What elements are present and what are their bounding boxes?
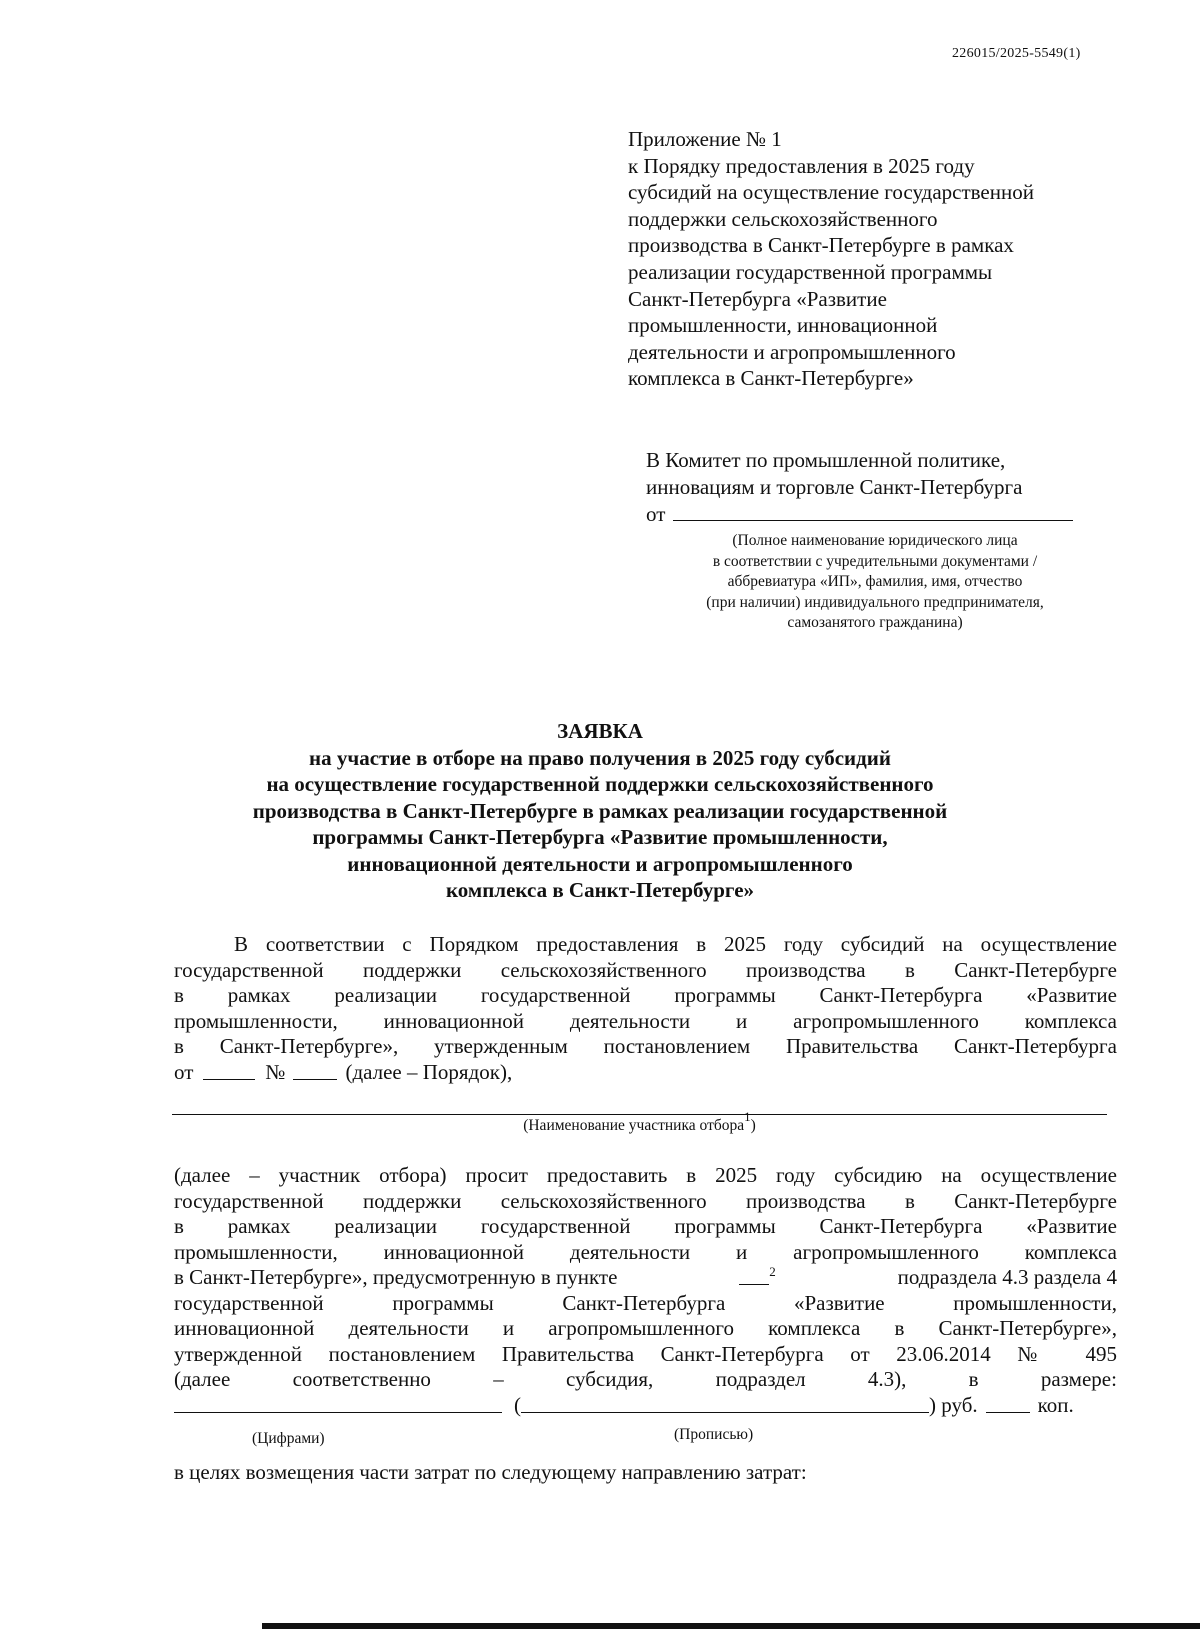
order-number-blank[interactable] bbox=[293, 1060, 337, 1080]
para2-text: инновационной деятельности и агропромышленного комплекса в Санкт-Петербурге», bbox=[174, 1316, 1117, 1340]
para2-text: государственной поддержки сельскохозяйственного производства в Санкт-Петербурге bbox=[174, 1188, 1117, 1213]
title-line: инновационной деятельности и агропромышленного bbox=[347, 851, 853, 876]
annex-header bbox=[628, 126, 1098, 392]
annex-line: промышленности, инновационной bbox=[628, 313, 938, 338]
annex-line: Приложение № 1 bbox=[628, 127, 782, 151]
word: комплекса bbox=[1024, 1239, 1117, 1264]
hint-line: самозанятого гражданина) bbox=[787, 614, 963, 631]
para1-line bbox=[174, 1034, 1117, 1060]
word: промышленности, bbox=[174, 1008, 338, 1033]
para2-text: в целях возмещения части затрат по следующему направлению затрат: bbox=[174, 1460, 807, 1484]
para2-line bbox=[174, 1460, 1117, 1486]
caption-text: (Наименование участника отбора bbox=[523, 1117, 745, 1134]
annex-line: к Порядку предоставления в 2025 году bbox=[628, 153, 975, 178]
paragraph-1 bbox=[174, 932, 1117, 1085]
annex-line: реализации государственной программы bbox=[628, 259, 993, 284]
caption-digits: (Цифрами) bbox=[252, 1430, 325, 1447]
title-line: комплекса в Санкт-Петербурге» bbox=[445, 878, 755, 902]
word: Санкт-Петербурга bbox=[819, 1214, 983, 1238]
word: 4.3), bbox=[867, 1367, 907, 1391]
rub-label: ) руб. bbox=[929, 1392, 978, 1417]
para2-line bbox=[174, 1291, 1117, 1317]
para1-line bbox=[174, 958, 1117, 984]
word: подраздел bbox=[715, 1367, 806, 1391]
word: инновационной bbox=[383, 1239, 524, 1264]
paragraph-2 bbox=[174, 1163, 1117, 1418]
word: в bbox=[174, 1214, 184, 1238]
kopecks-blank[interactable] bbox=[986, 1393, 1030, 1413]
para1-line bbox=[174, 932, 1117, 958]
para1-line bbox=[174, 1060, 1117, 1086]
participant-caption bbox=[172, 1109, 1107, 1135]
amount-words-blank[interactable] bbox=[521, 1393, 929, 1413]
para1-text: (далее – Порядок), bbox=[345, 1059, 513, 1084]
title-line: программы Санкт-Петербурга «Развитие промышленности, bbox=[312, 825, 888, 849]
addressee-line: инновациям и торговле Санкт-Петербурга bbox=[646, 475, 1023, 499]
word: рамках bbox=[227, 983, 291, 1007]
from-label: от bbox=[646, 502, 666, 526]
word: субсидия, bbox=[565, 1367, 654, 1391]
word: программы bbox=[392, 1290, 494, 1315]
para1-text: В соответствии с Порядком предоставления в 2025 году субсидий на осуществление bbox=[234, 932, 1117, 956]
word: «Развитие bbox=[1026, 1214, 1117, 1238]
word: в bbox=[174, 983, 184, 1007]
word: комплекса bbox=[1024, 1008, 1117, 1033]
word: и bbox=[736, 1239, 748, 1264]
document-number: 226015/2025-5549(1) bbox=[952, 46, 1081, 61]
word: Санкт-Петербурга bbox=[562, 1290, 726, 1315]
para2-text: подраздела 4.3 раздела 4 bbox=[897, 1265, 1117, 1289]
word: государственной bbox=[480, 1214, 631, 1238]
para1-text: государственной поддержки сельскохозяйственного производства в Санкт-Петербурге bbox=[174, 957, 1117, 982]
word: инновационной bbox=[383, 1008, 524, 1033]
participant-name-line[interactable] bbox=[172, 1114, 1107, 1115]
para1-line bbox=[174, 1009, 1117, 1035]
annex-line: производства в Санкт-Петербурге в рамках bbox=[628, 233, 1014, 258]
annex-line: поддержки сельскохозяйственного bbox=[628, 206, 938, 231]
amount-row bbox=[174, 1393, 1117, 1419]
clause-number-blank[interactable] bbox=[739, 1265, 769, 1285]
page-bottom-border bbox=[262, 1623, 1200, 1629]
addressee-line: В Комитет по промышленной политике, bbox=[646, 448, 1006, 472]
hint-line: в соответствии с учредительными документами / bbox=[712, 552, 1038, 570]
para2-line bbox=[174, 1316, 1117, 1342]
applicant-name-blank[interactable] bbox=[673, 502, 1073, 521]
word: и bbox=[736, 1008, 748, 1033]
addressee-block bbox=[646, 447, 1106, 528]
from-word: от bbox=[174, 1059, 194, 1084]
word: деятельности bbox=[569, 1008, 691, 1033]
caption-text: ) bbox=[750, 1117, 756, 1134]
word: «Развитие bbox=[793, 1290, 885, 1315]
word: в bbox=[968, 1367, 979, 1391]
word: размере: bbox=[1040, 1367, 1117, 1391]
annex-line: деятельности и агропромышленного bbox=[628, 339, 956, 364]
order-date-blank[interactable] bbox=[203, 1060, 255, 1080]
hint-line: (Полное наименование юридического лица bbox=[732, 532, 1018, 549]
number-sign: № bbox=[265, 1059, 286, 1084]
word: рамках bbox=[227, 1214, 291, 1238]
title-line: на участие в отборе на право получения в 2025 году субсидий bbox=[309, 745, 891, 770]
document-title bbox=[160, 718, 1040, 904]
word: агропромышленного bbox=[793, 1008, 979, 1033]
caption-words: (Прописью) bbox=[674, 1426, 754, 1443]
para2-line bbox=[174, 1214, 1117, 1240]
amount-digits-blank[interactable] bbox=[174, 1393, 502, 1413]
word: (далее bbox=[174, 1367, 231, 1391]
para2-line bbox=[174, 1367, 1117, 1393]
applicant-hint bbox=[645, 531, 1105, 634]
para2-line bbox=[174, 1163, 1117, 1189]
word: Санкт-Петербурга bbox=[819, 983, 983, 1007]
kop-label: коп. bbox=[1037, 1392, 1074, 1417]
title-line: производства в Санкт-Петербурге в рамках реализации государственной bbox=[252, 798, 948, 823]
hint-line: аббревиатура «ИП», фамилия, имя, отчество bbox=[727, 573, 1023, 590]
word: промышленности, bbox=[953, 1290, 1117, 1315]
para2-text: в Санкт-Петербурге», предусмотренную в пункте bbox=[174, 1265, 618, 1289]
word: государственной bbox=[174, 1290, 324, 1315]
word: промышленности, bbox=[174, 1239, 338, 1264]
para2-line bbox=[174, 1189, 1117, 1215]
para2-line bbox=[174, 1265, 1117, 1291]
para2-line bbox=[174, 1240, 1117, 1266]
word: государственной bbox=[480, 983, 631, 1007]
title-line: на осуществление государственной поддержки сельскохозяйственного bbox=[266, 772, 934, 796]
word: реализации bbox=[334, 1214, 438, 1238]
annex-line: Санкт-Петербурга «Развитие bbox=[628, 286, 887, 311]
footnote-mark: 1 bbox=[744, 1109, 751, 1124]
para2-text: (далее – участник отбора) просит предоставить в 2025 году субсидию на осуществление bbox=[174, 1163, 1117, 1187]
word: агропромышленного bbox=[793, 1239, 979, 1264]
para1-line bbox=[174, 983, 1117, 1009]
hint-line: (при наличии) индивидуального предпринимателя, bbox=[706, 593, 1044, 611]
word: программы bbox=[674, 983, 776, 1007]
word: соответственно bbox=[292, 1367, 431, 1391]
clause-fill bbox=[739, 1265, 776, 1291]
annex-line: комплекса в Санкт-Петербурге» bbox=[628, 366, 914, 391]
title-head: ЗАЯВКА bbox=[557, 719, 643, 743]
paren-open: ( bbox=[514, 1392, 521, 1417]
word: программы bbox=[674, 1214, 776, 1238]
para2-text: утвержденной постановлением Правительства Санкт-Петербурга от 23.06.2014 № 495 bbox=[174, 1341, 1117, 1366]
footnote-mark: 2 bbox=[769, 1264, 776, 1279]
word: «Развитие bbox=[1026, 983, 1117, 1007]
word: – bbox=[493, 1367, 504, 1391]
from-row bbox=[646, 501, 1106, 528]
expense-direction-line bbox=[174, 1460, 1117, 1486]
word: реализации bbox=[334, 983, 438, 1007]
para2-line bbox=[174, 1342, 1117, 1368]
annex-line: субсидий на осуществление государственной bbox=[628, 180, 1034, 205]
para1-text: в Санкт-Петербурге», утвержденным постановлением Правительства Санкт-Петербурга bbox=[174, 1034, 1117, 1058]
word: деятельности bbox=[569, 1239, 691, 1264]
